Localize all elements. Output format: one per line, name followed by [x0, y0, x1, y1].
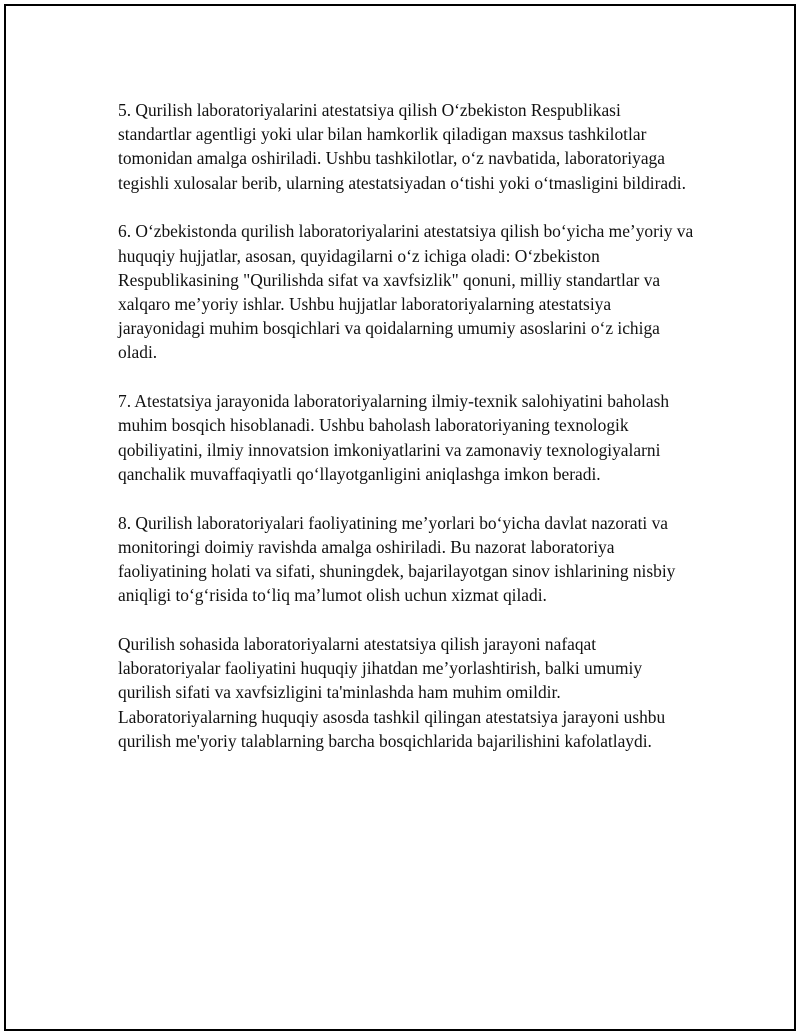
paragraph-8: 8. Qurilish laboratoriyalari faoliyatining me’yorlari bo‘yicha davlat nazorati va monitoringi doimiy ravishda amalga oshiriladi. Bu nazorat laboratoriya faoliyatining holati va sifati, shuningdek, bajarilayotgan sinov ishlarining nisbiy aniqligi to‘g‘risida to‘liq ma’lumot olish uchun xizmat qiladi. [118, 512, 676, 606]
paragraph-6: 6. O‘zbekistonda qurilish laboratoriyalarini atestatsiya qilish bo‘yicha me’yoriy va huquqiy hujjatlar, asosan, quyidagilarni o‘z ichiga oladi: O‘zbekiston Respublikasining "Qurilishda sifat va xavfsizlik" qonuni, milliy standartlar va xalqaro me’yoriy ishlar. Ushbu hujjatlar laboratoriyalarning atestatsiya jarayonidagi muhim bosqichlari va qoidalarning umumiy asoslarini o‘z ichiga oladi. [118, 221, 694, 363]
paragraph-7: 7. Atestatsiya jarayonida laboratoriyalarning ilmiy-texnik salohiyatini baholash muhim bosqich hisoblanadi. Ushbu baholash laboratoriyaning texnologik qobiliyatini, ilmiy innovatsion imkoniyatlarini va zamonaviy texnologiyalarni qanchalik muvaffaqiyatli qo‘llayotganligini aniqlashga imkon beradi. [118, 391, 670, 484]
document-body [118, 98, 698, 778]
paragraph-5: 5. Qurilish laboratoriyalarini atestatsiya qilish O‘zbekiston Respublikasi standartlar agentligi yoki ular bilan hamkorlik qiladigan maxsus tashkilotlar tomonidan amalga oshiriladi. Ushbu tashkilotlar, o‘z navbatida, laboratoriyaga tegishli xulosalar berib, ularning atestatsiyadan o‘tishi yoki o‘tmasligini bildiradi. [118, 100, 686, 193]
document-page [4, 4, 796, 1031]
paragraph-conclusion: Qurilish sohasida laboratoriyalarni atestatsiya qilish jarayoni nafaqat laboratoriyalar faoliyatini huquqiy jihatdan me’yorlashtirish, balki umumiy qurilish sifati va xavfsizligini ta'minlashda ham muhim omildir. Laboratoriyalarning huquqiy asosda tashkil qilingan atestatsiya jarayoni ushbu qurilish me'yoriy talablarning barcha bosqichlarida bajarilishini kafolatlaydi. [118, 634, 666, 751]
